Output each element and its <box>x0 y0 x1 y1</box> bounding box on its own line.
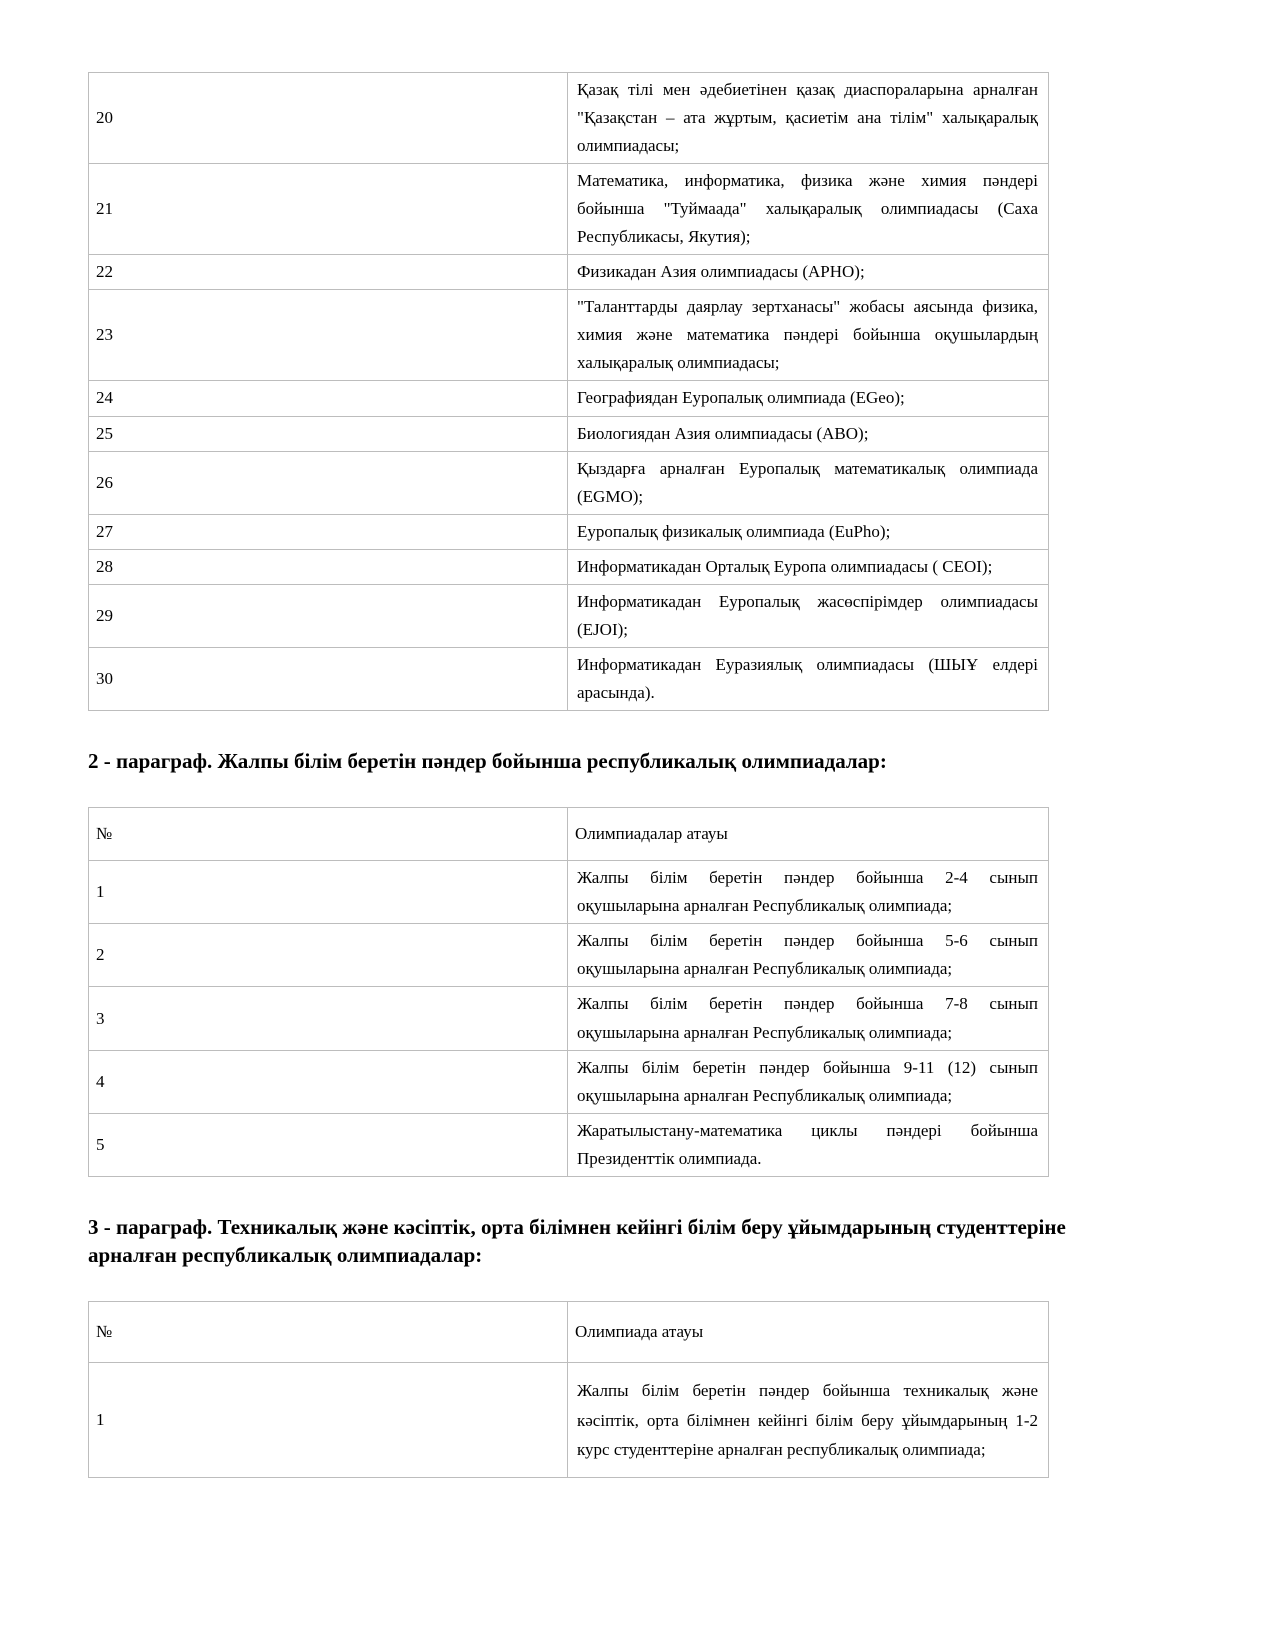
number-column-header: № <box>89 808 568 861</box>
table-row <box>89 647 1049 710</box>
section-heading-paragraph-2: 2 - параграф. Жалпы білім беретін пәндер бойынша республикалық олимпиадалар: <box>88 748 887 773</box>
olympiad-name-cell: Информатикадан Еуропалық жасөспірімдер олимпиадасы (EJOI); <box>568 584 1049 647</box>
international-olympiads-table <box>88 72 1049 711</box>
olympiad-name-cell: Жалпы білім беретін пәндер бойынша техникалық және кәсіптік, орта білімнен кейінгі білім беру ұйымдарының 1-2 курс студенттеріне арналған республикалық олимпиада; <box>568 1363 1049 1478</box>
table-row <box>89 73 1049 164</box>
olympiad-name-cell: Жалпы білім беретін пәндер бойынша 9-11 (12) сынып оқушыларына арналған Республикалық олимпиада; <box>568 1050 1049 1113</box>
table-row <box>89 451 1049 514</box>
olympiad-name-cell: Жалпы білім беретін пәндер бойынша 7-8 сынып оқушыларына арналған Республикалық олимпиада; <box>568 987 1049 1050</box>
republican-olympiads-table <box>88 807 1049 1176</box>
olympiad-name-cell: Информатикадан Орталық Еуропа олимпиадасы ( CEOI); <box>568 549 1049 584</box>
olympiad-name-cell: Жаратылыстану-математика циклы пәндері бойынша Президенттік олимпиада. <box>568 1113 1049 1176</box>
olympiad-name-cell: Жалпы білім беретін пәндер бойынша 2-4 сынып оқушыларына арналған Республикалық олимпиада; <box>568 861 1049 924</box>
olympiad-name-cell: Информатикадан Еуразиялық олимпиадасы (ШЫҰ елдері арасында). <box>568 647 1049 710</box>
table-row <box>89 290 1049 381</box>
olympiad-name-cell: Физикадан Азия олимпиадасы (APHO); <box>568 255 1049 290</box>
row-number-cell: 20 <box>89 73 568 164</box>
row-number-cell: 21 <box>89 164 568 255</box>
table-row <box>89 924 1049 987</box>
olympiad-name-cell: Қазақ тілі мен әдебиетінен қазақ диаспораларына арналған "Қазақстан – ата жұртым, қасиетім ана тілім" халықаралық олимпиадасы; <box>568 73 1049 164</box>
olympiad-name-cell: Жалпы білім беретін пәндер бойынша 5-6 сынып оқушыларына арналған Республикалық олимпиада; <box>568 924 1049 987</box>
row-number-cell: 23 <box>89 290 568 381</box>
row-number-cell: 25 <box>89 416 568 451</box>
row-number-cell: 22 <box>89 255 568 290</box>
row-number-cell: 29 <box>89 584 568 647</box>
table-row <box>89 584 1049 647</box>
row-number-cell: 24 <box>89 381 568 416</box>
olympiad-name-cell: Қыздарға арналған Еуропалық математикалық олимпиада (EGMO); <box>568 451 1049 514</box>
table-row <box>89 1113 1049 1176</box>
table-header-row <box>89 808 1049 861</box>
table-row <box>89 514 1049 549</box>
row-number-cell: 3 <box>89 987 568 1050</box>
number-column-header: № <box>89 1302 568 1363</box>
table-row <box>89 987 1049 1050</box>
olympiad-name-column-header: Олимпиада атауы <box>568 1302 1049 1363</box>
table-row <box>89 381 1049 416</box>
table-row <box>89 1363 1049 1478</box>
row-number-cell: 1 <box>89 1363 568 1478</box>
olympiad-name-cell: Биологиядан Азия олимпиадасы (ABO); <box>568 416 1049 451</box>
row-number-cell: 2 <box>89 924 568 987</box>
row-number-cell: 27 <box>89 514 568 549</box>
row-number-cell: 26 <box>89 451 568 514</box>
table-row <box>89 255 1049 290</box>
row-number-cell: 5 <box>89 1113 568 1176</box>
olympiad-name-cell: Математика, информатика, физика және химия пәндері бойынша "Туймаада" халықаралық олимпиадасы (Саха Республикасы, Якутия); <box>568 164 1049 255</box>
table-row <box>89 164 1049 255</box>
olympiad-name-cell: Географиядан Еуропалық олимпиада (EGeo); <box>568 381 1049 416</box>
table-row <box>89 416 1049 451</box>
olympiad-name-cell: "Таланттарды даярлау зертханасы" жобасы аясында физика, химия және математика пәндері бойынша оқушылардың халықаралық олимпиадасы; <box>568 290 1049 381</box>
row-number-cell: 30 <box>89 647 568 710</box>
table-row <box>89 1050 1049 1113</box>
table-header-row <box>89 1302 1049 1363</box>
row-number-cell: 4 <box>89 1050 568 1113</box>
row-number-cell: 28 <box>89 549 568 584</box>
table-row <box>89 549 1049 584</box>
table-row <box>89 861 1049 924</box>
section-heading-paragraph-3: 3 - параграф. Техникалық және кәсіптік, орта білімнен кейінгі білім беру ұйымдарының студенттеріне арналған республикалық олимпиадалар: <box>88 1214 1066 1268</box>
students-olympiads-table <box>88 1301 1049 1478</box>
olympiad-name-cell: Еуропалық физикалық олимпиада (EuPho); <box>568 514 1049 549</box>
row-number-cell: 1 <box>89 861 568 924</box>
olympiad-name-column-header: Олимпиадалар атауы <box>568 808 1049 861</box>
